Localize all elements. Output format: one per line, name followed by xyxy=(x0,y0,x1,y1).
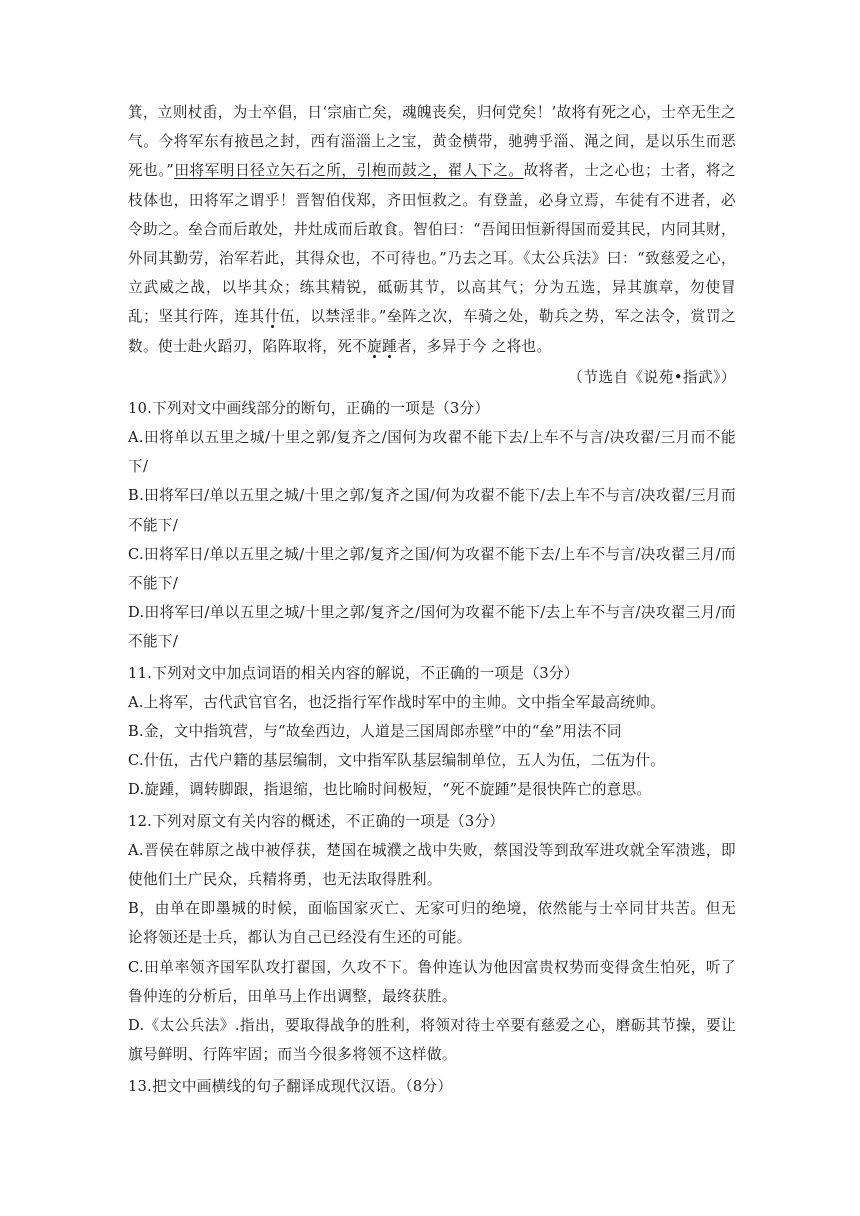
dotted-word-lei: 垒 xyxy=(188,220,204,238)
question-13 xyxy=(128,1072,736,1101)
dotted-char: 踵 xyxy=(382,337,398,355)
option-c: C.田将军日/单以五里之城/十里之郭/复齐之国/何为攻翟不能下去/上车不与言/决攻翟三月/而不能下/ xyxy=(128,545,736,593)
document-page xyxy=(128,98,736,1101)
option-d: D.《太公兵法》.指出，要取得战争的胜利，将领对待士卒要有慈爱之心，磨砺其节操，要让旗号鲜明、行阵牢固；而当今很多将领不这样做。 xyxy=(128,1017,736,1064)
passage-segment: ，以禁淫非。” xyxy=(295,308,387,326)
option-b: B.田将军曰/单以五里之城/十里之郭/复齐之国/何为攻翟不能下/去上车不与言/决攻翟/三月而不能下/ xyxy=(128,487,736,534)
option-d: D.田将军曰/单以五里之城/十里之郭/复齐之/国何为攻翟不能下/去上车不与言/决攻翟三月/而不能下/ xyxy=(128,604,736,651)
option-a: A.田将单以五里之城/十里之郭/复齐之/国何为攻翟不能下去/上车不与言/决攻翟/三月而不能下/ xyxy=(128,429,736,476)
passage-segment: 箕，立则杖臿，为士卒倡，日‘宗庙亡矣，魂魄丧矣，归何党矣！’故将有死之心，士卒无生之气。今将军东有掖邑之封，西有淄淄上之宝，黄金横带，驰骋乎淄、渑之间，是以乐生而恶死也。” xyxy=(128,104,736,180)
option-b: B，由单在即墨城的时候，面临国家灭亡、无家可归的绝境，依然能与士卒同甘共苦。但无论将领还是士兵，都认为自己已经没有生还的可能。 xyxy=(128,900,736,947)
question-stem: 12.下列对原文有关内容的概述，不正确的一项是（3分） xyxy=(128,812,505,830)
question-12 xyxy=(128,807,736,1070)
passage-char: 伍 xyxy=(279,308,296,326)
underlined-sentence: 田将军明日径立矢石之所，引枹而鼓之，翟人下之。 xyxy=(174,162,524,180)
passage-segment: 阵之次，车骑之处，勒兵之势，军之法令，赏罚之数。使士赴火蹈刃，陷阵取将，死不 xyxy=(128,308,736,355)
option-a: A.上将军，古代武官官名，也泛指行军作战时军中的主帅。文中指全军最高统帅。 xyxy=(128,693,666,711)
option-a: A.晋侯在韩原之战中被俘获，楚国在城濮之战中失败，蔡国没等到敌军进攻就全军溃逃，即使他们土广民众，兵精将勇，也无法取得胜利。 xyxy=(128,841,736,889)
option-c: C.什伍，古代户籍的基层编制，文中指军队基层编制单位，五人为伍，二伍为什。 xyxy=(128,752,666,770)
option-b: B.金，文中指筑营，与“故垒西边，人道是三国周郎赤壁”中的“垒”用法不同 xyxy=(128,723,622,741)
dotted-char: 旋 xyxy=(367,337,383,355)
option-c: C.田单率领齐国军队攻打翟国，久攻不下。鲁仲连认为他因富贵权势而变得贪生怕死，听了鲁仲连的分析后，田单马上作出调整，最终获胜。 xyxy=(128,958,736,1005)
question-stem: 13.把文中画横线的句子翻译成现代汉语。（8分） xyxy=(128,1077,453,1095)
passage-segment: 故将者，士之心也；士者，将之枝体也，田将军之谓乎！晋智伯伐郑，齐田恒救之。有登盖，必身立焉，车徒有不进者，必令助之。 xyxy=(128,162,736,238)
question-stem: 10.下列对文中画线部分的断句，正确的一项是（3分） xyxy=(128,399,490,417)
passage-char: 垒 xyxy=(386,308,403,326)
question-10 xyxy=(128,394,736,657)
passage-segment: 合而后敢处，井灶成而后敢食。智伯曰：“吾闻田恒新得国而爱其民，内同其财，外同其勤劳，治军若此，其得众也，不可待也。”乃去之耳。《太公兵法》曰：“致慈爱之心，立武威之战，以毕其众；练其精锐，砥砺其节，以高其气；分为五选，异其旗章，勿使冒乱；坚其行阵，连其 xyxy=(128,220,736,326)
question-11 xyxy=(128,659,736,805)
passage-segment: 者，多异于今 之将也。 xyxy=(397,337,552,355)
question-stem: 11.下列对文中加点词语的相关内容的解说，不正确的一项是（3分） xyxy=(128,664,579,682)
source-citation: （节选自《说苑•指武》） xyxy=(568,368,736,386)
option-d: D.旋踵，调转脚跟，指退缩，也比喻时间极短，“死不旋踵”是很快阵亡的意思。 xyxy=(128,781,652,799)
dotted-char: 什 xyxy=(264,308,280,326)
passage-text xyxy=(128,98,736,361)
